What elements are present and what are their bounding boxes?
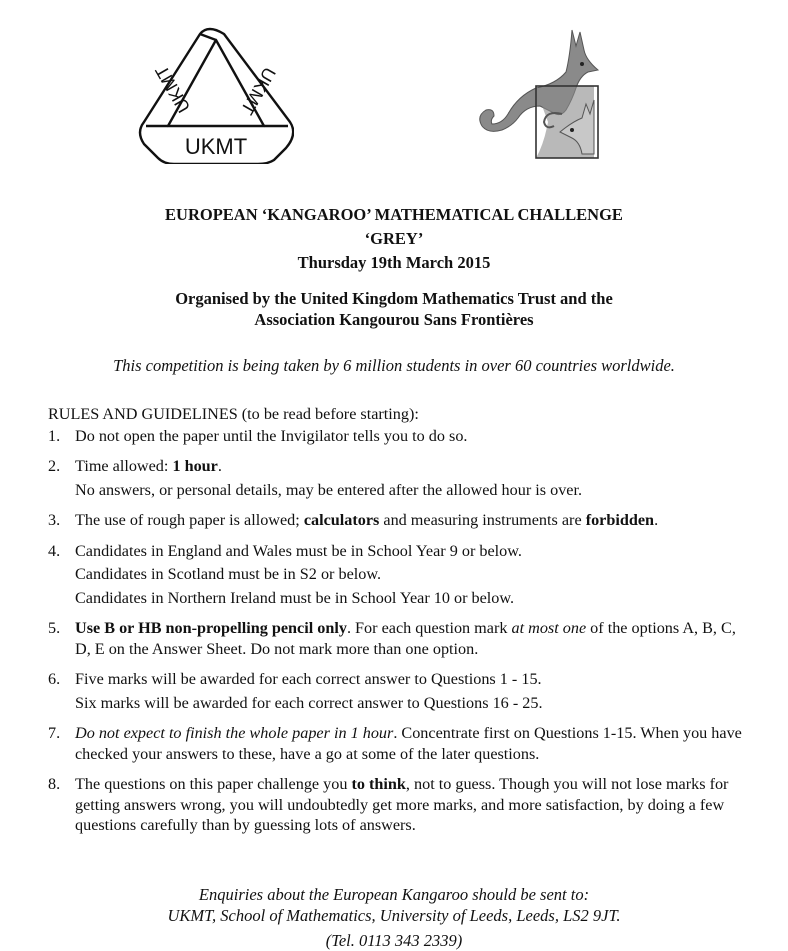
rule-number: 1. — [48, 426, 61, 445]
rule-text-span: . — [217, 457, 222, 475]
bold-emphasis: 1 hour — [172, 457, 218, 475]
ukmt-logo-text-bottom: UKMT — [184, 134, 248, 159]
rule-extra-line: No answers, or personal details, may be entered after the allowed hour is over. — [75, 480, 583, 499]
rule-text-span: Time allowed: — [75, 457, 173, 475]
rule-item — [48, 618, 748, 659]
rule-text-span: , not to guess. Though you will not lose marks for getting answers wrong, you will undoubtedly get more marks, and more satisfaction, by doing a few questions carefully than by guessing lots of answers. — [75, 775, 729, 834]
organiser-line-1: Organised by the United Kingdom Mathematics Trust and the — [175, 289, 613, 308]
rule-text — [75, 426, 467, 447]
rules-list — [48, 426, 748, 836]
rule-text-span: . Concentrate first on Questions 1-15. When you have checked your answers to these, have a go at some of the later questions. — [75, 724, 742, 763]
rule-text-span: The use of rough paper is allowed; — [75, 511, 304, 529]
tagline: This competition is being taken by 6 million students in over 60 countries worldwide. — [113, 356, 675, 375]
rule-text-span: Do not open the paper until the Invigilator tells you to do so. — [75, 426, 468, 445]
header-title — [0, 203, 788, 275]
rule-number: 3. — [48, 511, 61, 529]
rule-item — [48, 723, 748, 764]
ukmt-logo-text-right: UKMT — [236, 63, 280, 119]
organiser-line-2: Association Kangourou Sans Frontières — [254, 310, 534, 329]
rule-extra-line: Six marks will be awarded for each correct answer to Questions 16 - 25. — [75, 693, 543, 712]
rule-number: 4. — [48, 541, 61, 560]
bold-emphasis: forbidden — [585, 511, 655, 529]
rule-text — [75, 669, 543, 713]
rule-text-span: Five marks will be awarded for each correct answer to Questions 1 - 15. — [75, 670, 542, 688]
rule-text-span: of the options A, B, C, D, E on the Answer Sheet. Do not mark more than one option. — [75, 619, 736, 658]
rule-text — [75, 618, 748, 659]
organiser-block — [0, 288, 788, 330]
footer-line-1: Enquiries about the European Kangaroo should be sent to: — [198, 885, 590, 904]
rule-text — [75, 723, 748, 764]
kangaroo-logo-icon — [476, 26, 606, 162]
rule-extra-line: Candidates in Northern Ireland must be in School Year 10 or below. — [75, 588, 515, 607]
rule-text-span: Candidates in England and Wales must be in School Year 9 or below. — [75, 541, 522, 560]
italic-emphasis: Do not expect to finish the whole paper in 1 hour — [75, 724, 394, 742]
footer-telephone: (Tel. 0113 343 2339) — [325, 931, 463, 950]
rule-text-span: and measuring instruments are — [379, 511, 586, 529]
rule-text — [75, 456, 582, 500]
rule-item — [48, 426, 748, 447]
rule-text-span: . — [654, 511, 659, 529]
rule-text — [75, 774, 748, 836]
rule-item — [48, 774, 748, 836]
bold-emphasis: to think — [351, 775, 406, 793]
paper-level: ‘GREY’ — [364, 229, 424, 248]
rule-item — [48, 510, 748, 531]
rule-text-span: . For each question mark — [346, 619, 512, 637]
rule-text — [75, 510, 658, 531]
rules-section — [48, 404, 748, 846]
rule-number: 6. — [48, 670, 61, 688]
rule-number: 5. — [48, 619, 61, 637]
ukmt-logo-icon — [138, 26, 294, 164]
bold-emphasis: Use B or HB non-propelling pencil only — [75, 619, 347, 637]
rule-item — [48, 669, 748, 713]
rule-item — [48, 456, 748, 500]
rule-text — [75, 541, 522, 609]
rule-number: 2. — [48, 457, 61, 475]
competition-title: EUROPEAN ‘KANGAROO’ MATHEMATICAL CHALLENGE — [165, 205, 623, 224]
rule-number: 7. — [48, 724, 61, 742]
rule-number: 8. — [48, 775, 61, 793]
ukmt-logo-text-left: UKMT — [151, 61, 195, 117]
rule-item — [48, 541, 748, 609]
rule-extra-line: Candidates in Scotland must be in S2 or below. — [75, 565, 382, 583]
rules-heading: RULES AND GUIDELINES (to be read before starting): — [48, 405, 419, 423]
footer-contact — [0, 884, 788, 951]
rule-text-span: The questions on this paper challenge you — [75, 775, 352, 793]
exam-date: Thursday 19th March 2015 — [297, 253, 491, 272]
italic-emphasis: at most one — [511, 619, 587, 637]
bold-emphasis: calculators — [303, 511, 380, 529]
footer-address: UKMT, School of Mathematics, University of Leeds, Leeds, LS2 9JT. — [167, 906, 621, 925]
